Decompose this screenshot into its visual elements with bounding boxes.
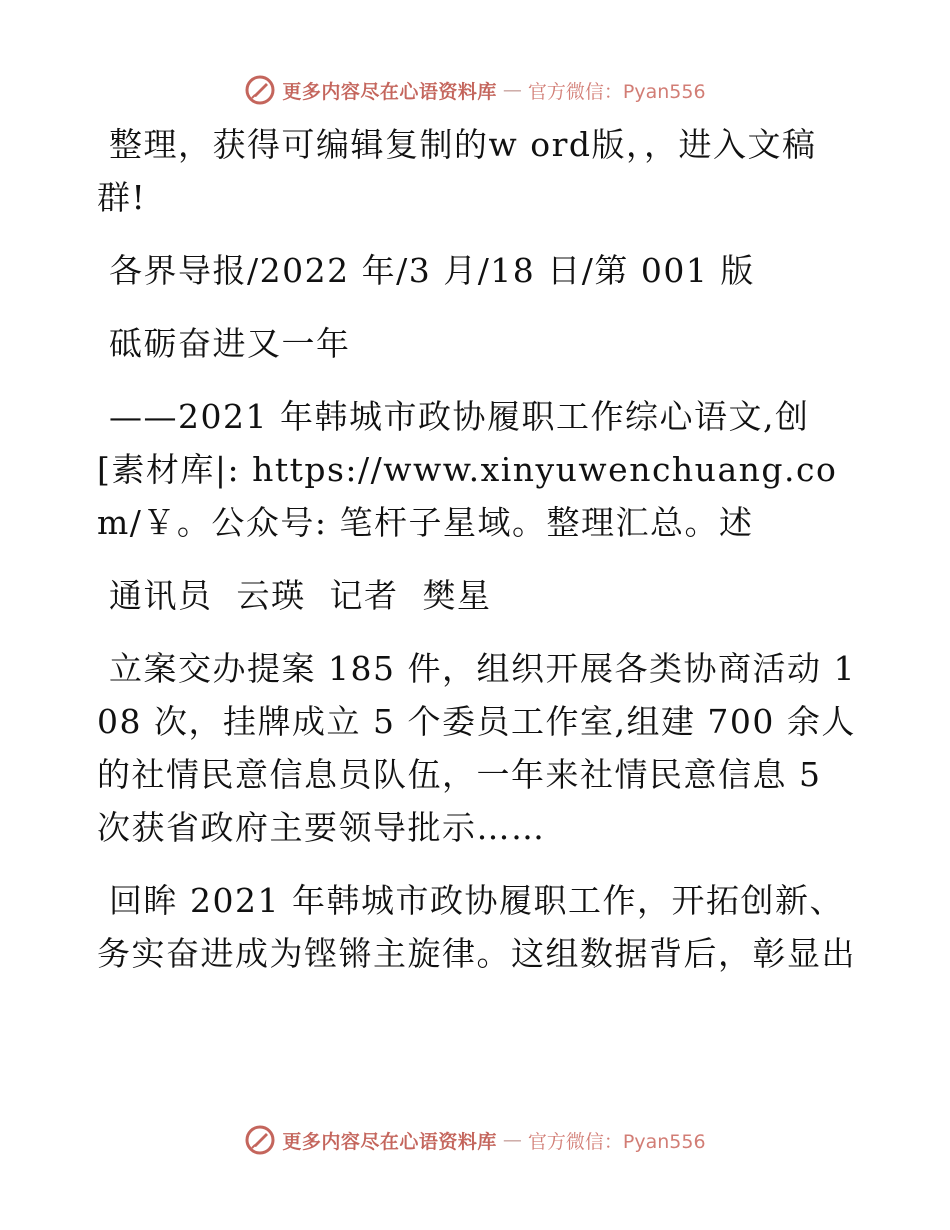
paragraph-review: 回眸 2021 年韩城市政协履职工作，开拓创新、务实奋进成为铿锵主旋律。这组数据背后，彰显出 <box>97 881 856 973</box>
article-title: 砥砺奋进又一年 <box>109 324 351 363</box>
header-watermark <box>0 72 950 108</box>
byline: 通讯员 云瑛 记者 樊星 <box>109 576 492 615</box>
watermark-text: 更多内容尽在心语资料库 <box>282 80 497 103</box>
paragraph-intro: 整理，获得可编辑复制的w ord版，，进入文稿群! <box>97 125 817 217</box>
document-body <box>97 118 857 1000</box>
paragraph-source: 各界导报/2022 年/3 月/18 日/第 001 版 <box>109 251 755 290</box>
footer-watermark <box>0 1122 950 1158</box>
watermark-wechat: 官方微信：Pyan556 <box>527 80 706 103</box>
watermark-text: 更多内容尽在心语资料库 <box>282 1130 497 1153</box>
article-subtitle: ——2021 年韩城市政协履职工作综心语文,创[素材库|: https://www.xinyuwenchuang.com/￥。公众号: 笔杆子星域。整理汇总。述 <box>97 397 838 542</box>
watermark-separator: — <box>502 1129 522 1151</box>
paragraph-stats: 立案交办提案 185 件，组织开展各类协商活动 108 次，挂牌成立 5 个委员工作室,组建 700 余人的社情民意信息员队伍，一年来社情民意信息 5 次获省政府主要领导批示…… <box>97 649 856 847</box>
quill-logo-icon <box>244 1124 276 1156</box>
quill-logo-icon <box>244 74 276 106</box>
watermark-separator: — <box>502 79 522 101</box>
watermark-wechat: 官方微信：Pyan556 <box>527 1130 706 1153</box>
